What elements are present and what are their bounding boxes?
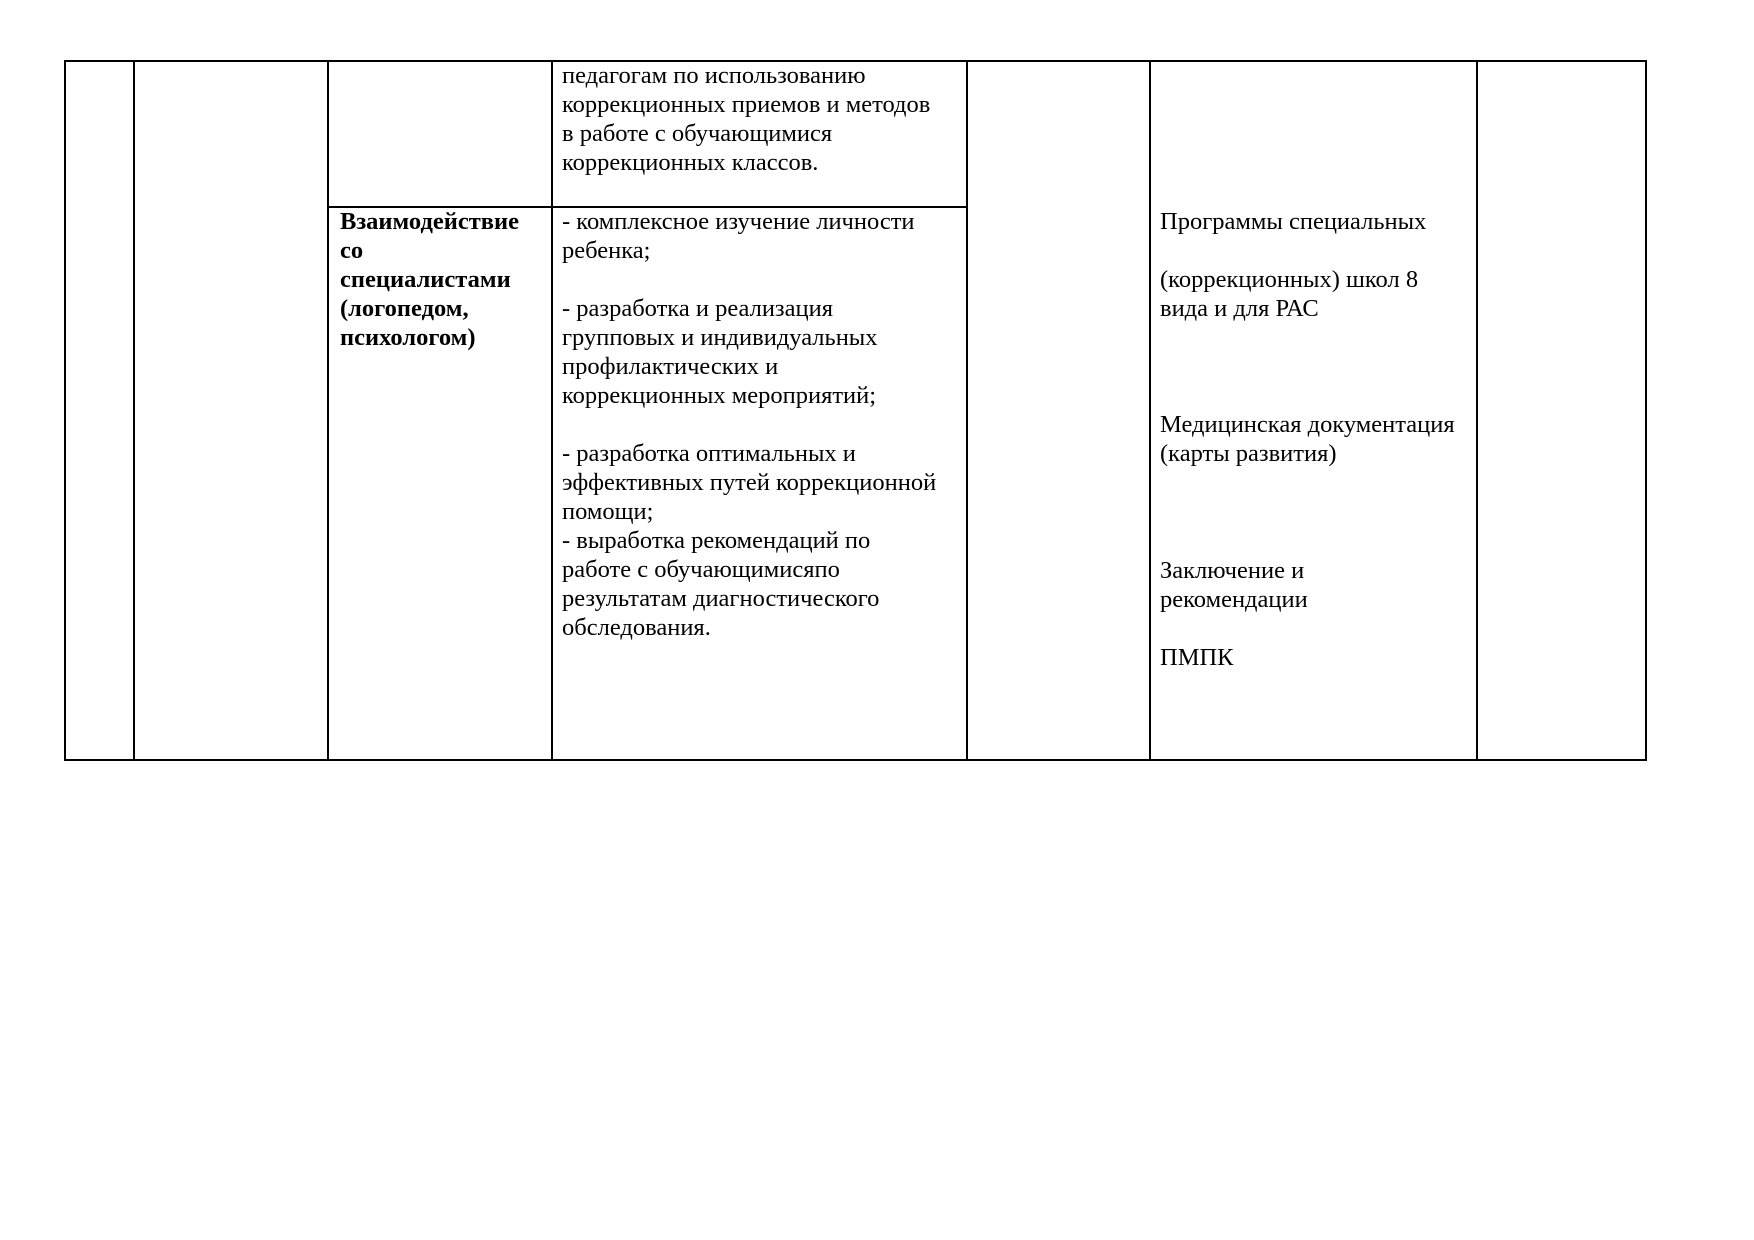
column-divider-1 xyxy=(133,60,135,761)
table-bottom-border xyxy=(64,759,1647,761)
interaction-activities-text: - комплексное изучение личности ребенка; - разработка и реализация групповых и индивидуальных профилактических и коррекционных мероприятий; - разработка оптимальных и эффективных путей коррекционной помощи; - выработка рекомендаций по работе с обучающимисяпо результатам диагностического обследования. xyxy=(562,208,937,641)
table-left-border xyxy=(64,60,66,761)
column-divider-3 xyxy=(551,60,553,761)
column-divider-5 xyxy=(1149,60,1151,761)
interaction-heading: Взаимодействие со специалистами (логопедом, психологом) xyxy=(340,208,519,351)
row1-activity-text: педагогам по использованию коррекционных приемов и методов в работе с обучающимися коррекционных классов. xyxy=(562,62,931,176)
column-divider-4 xyxy=(966,60,968,761)
conclusion-text: Заключение и рекомендации xyxy=(1160,557,1308,613)
column-divider-6 xyxy=(1476,60,1478,761)
column-divider-2 xyxy=(327,60,329,761)
table-right-border xyxy=(1645,60,1647,761)
programs-text: Программы специальных (коррекционных) школ 8 вида и для РАС xyxy=(1160,208,1427,322)
medical-documentation-text: Медицинская документация (карты развития) xyxy=(1160,411,1455,467)
pmpk-text: ПМПК xyxy=(1160,644,1234,671)
